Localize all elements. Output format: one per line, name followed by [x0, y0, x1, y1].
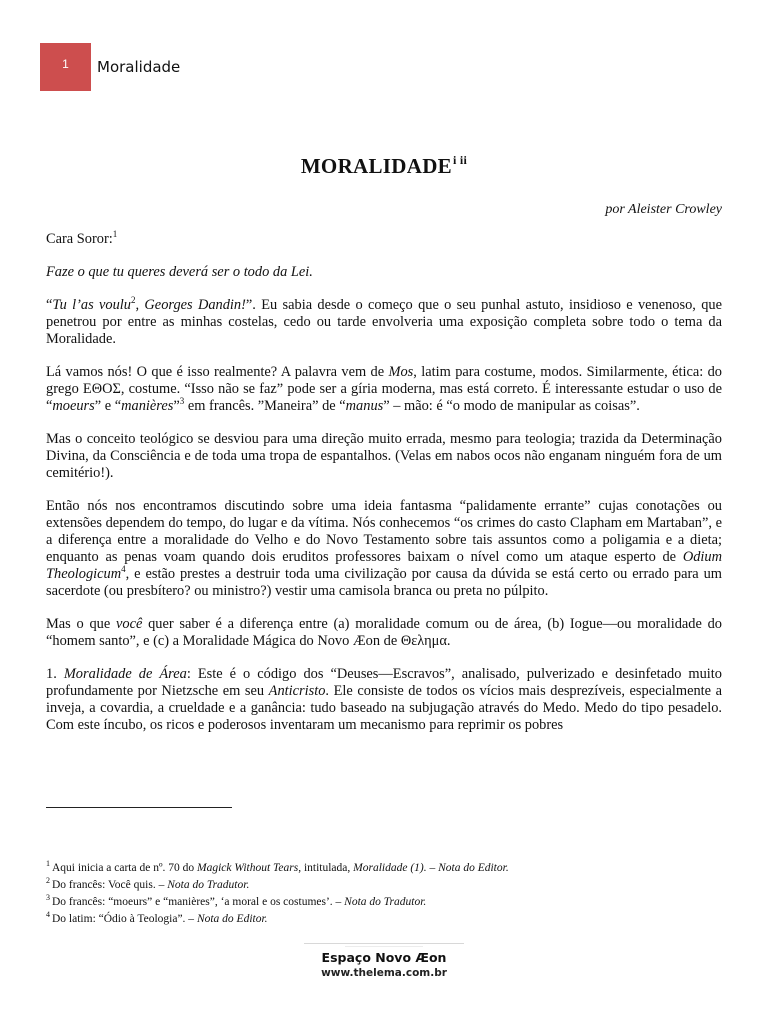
paragraph-4: Então nós nos encontramos discutindo sobre uma ideia fantasma “palidamente errante” cujas conotações ou extensões dependem do tempo, do lugar e da vítima. Nós conhecemos “os crimes do casto Clapham em Martaban”, e a diferença entre a moralidade do Velho e do Novo Testamento sobre tais assuntos como a poligamia e a dieta; enquanto as penas voam quando dois eruditos professores baixam o nível como um ataque esperto de Odium Theologicum$^4$, e estão prestes a destruir toda uma civilização por causa da dúvida se está certo ou errado para um sacerdote (ou presbítero? ou ministro?) vestir uma camisola branca ou preta no púlpito.: [46, 498, 722, 599]
footnote-ref-2[interactable]: 2: [131, 295, 136, 305]
footnote-4: $^4$ Do latim: “Ódio à Teologia”. – Nota do Editor.: [46, 910, 268, 925]
paragraph-3: Mas o conceito teológico se desviou para uma direção muito errada, mesmo para teologia; trazida da Determinação Divina, da Consciência e de toda uma tropa de espantalhos. (Velas em nabos ocos não enganam ninguém fora de um cemitério!).: [46, 431, 722, 481]
footer-url[interactable]: www.thelema.com.br: [321, 967, 447, 979]
footnote-ref-3[interactable]: 3: [179, 396, 185, 406]
title-endnote-markers: i ii: [452, 153, 468, 167]
footer-publisher: Espaço Novo Æon: [321, 950, 447, 965]
author-byline: por Aleister Crowley: [605, 202, 722, 217]
running-header-title: Moralidade: [97, 58, 181, 76]
paragraph-2: Lá vamos nós! O que é isso realmente? A palavra vem de Mos, latim para costume, modos. Similarmente, ética: do grego ΕΘΟΣ, costume. “Isso não se faz” pode ser a gíria moderna, mas está correto. É interessante estudar o uso de “moeurs” e “manières”$^3$ em francês. ”Maneira” de “manus” – mão: é “o modo de manipular as coisas”.: [46, 364, 723, 414]
footnote-separator: [46, 807, 232, 808]
page-number-box: [40, 43, 91, 91]
greeting: Cara Soror:$^1$: [46, 229, 118, 247]
document-body: [46, 231, 722, 750]
footnote-1: $^1$ Aqui inicia a carta de nº. 70 do Magick Without Tears, intitulada, Moralidade (1). – Nota do Editor.: [46, 859, 509, 874]
footnote-3: $^3$ Do francês: “moeurs” e “manières”, ‘a moral e os costumes’. – Nota do Tradutor.: [46, 893, 427, 908]
footer-divider-inner: [345, 946, 423, 947]
paragraph-5: Mas o que você quer saber é a diferença entre (a) moralidade comum ou de área, (b) Iogue—ou moralidade do “homem santo”, e (c) a Moralidade Mágica do Novo Æon de Θελημα.: [46, 616, 722, 649]
paragraph-1: “Tu l’as voulu$^2$, Georges Dandin!”. Eu sabia desde o começo que o seu punhal astuto, insidioso e venenoso, que penetrou por entre as minhas costelas, cedo ou tarde envolveria uma exposição completa sobre todo o tema da Moralidade.: [46, 295, 722, 347]
footnotes: [46, 860, 722, 928]
footnote-2: $^2$ Do francês: Você quis. – Nota do Tradutor.: [46, 876, 250, 891]
motto: Faze o que tu queres deverá ser o todo da Lei.: [46, 264, 313, 280]
footnote-ref-4[interactable]: 4: [121, 564, 126, 574]
page-number: 1: [62, 57, 69, 71]
footer-divider: [304, 943, 464, 944]
footnote-ref-1[interactable]: 1: [112, 229, 118, 239]
paragraph-6: 1. Moralidade de Área: Este é o código dos “Deuses—Escravos”, analisado, pulverizado e desinfetado muito profundamente por Nietzsche em seu Anticristo. Ele consiste de todos os vícios mais desprezíveis, especialmente a inveja, a covardia, a crueldade e a ganância: tudo baseado na subjugação através do Medo. Medo do tipo pesadelo. Com este íncubo, os ricos e poderosos inventaram um mecanismo para reprimir os pobres: [46, 666, 723, 733]
document-title: $MORALIDADE^{i ii}$: [300, 153, 468, 178]
